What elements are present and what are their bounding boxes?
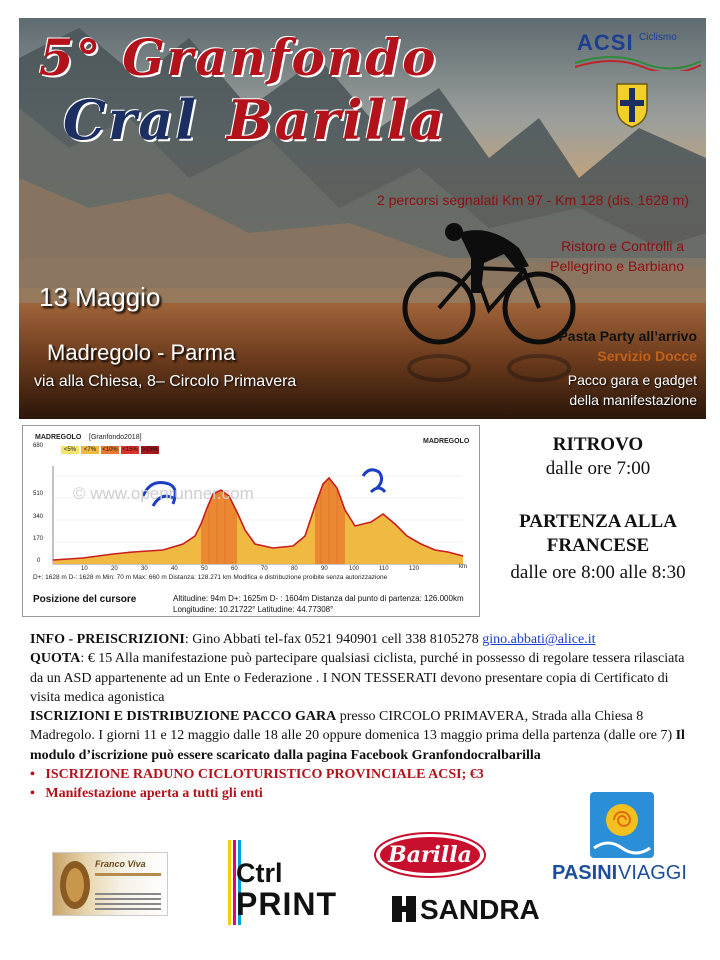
y-tick-label: 340	[33, 514, 44, 520]
elevation-profile	[22, 425, 480, 617]
sponsor-pasini-viaggi	[552, 792, 692, 888]
y-tick-label: 0	[37, 558, 41, 564]
hero-banner	[19, 18, 706, 419]
barilla-wordmark: Barilla	[388, 842, 472, 868]
sponsor-barilla	[374, 832, 486, 878]
ristoro-info	[439, 236, 684, 276]
ctrl-text: Ctrl	[236, 858, 283, 888]
x-tick-label: 80	[291, 566, 298, 572]
partenza-title	[488, 510, 708, 558]
pasini-sun-logo	[590, 792, 654, 858]
quota-text: : € 15 Alla manifestazione può partecipare qualsiasi ciclista, purché in possesso di regolare tessera rilasciata da un ASD appartenente ad un Ente o Federazione . I NON TESSERATI devono presentare copia di Certificato di visita medica agonistica	[30, 651, 685, 705]
servizio-docce: Servizio Docce	[597, 348, 697, 364]
sandra-emblem-icon	[392, 896, 418, 926]
email-link[interactable]: gino.abbati@alice.it	[482, 632, 596, 647]
franco-viva-fine-print	[95, 893, 161, 913]
info-label: INFO - PREISCRIZIONI	[30, 632, 185, 647]
profile-end-label: MADREGOLO	[423, 438, 470, 445]
event-date: 13 Maggio	[39, 282, 161, 312]
grade-legend-item: <7%	[81, 446, 99, 454]
ritrovo-title: RITROVO	[552, 434, 644, 455]
info-section	[30, 630, 700, 804]
partenza-line2: FRANCESE	[546, 535, 650, 556]
grade-legend-item: <15%	[122, 447, 138, 453]
x-axis-unit: km	[459, 564, 467, 570]
acsi-logo-subtitle: Ciclismo	[639, 32, 677, 43]
elevation-profile-graphic	[23, 426, 481, 618]
franco-viva-name: Franco Viva	[95, 859, 146, 869]
x-tick-label: 90	[321, 566, 328, 572]
event-address: via alla Chiesa, 8– Circolo Primavera	[34, 373, 297, 390]
cursor-position-title: Posizione del cursore	[33, 594, 137, 605]
event-title-line1: 5° Granfondo	[39, 28, 438, 87]
profile-stats: D+: 1628 m D-: 1628 m Min: 70 m Max: 660 m Distanza: 128.271 km Modifica e distribuzione proibite senza autorizzazione	[33, 574, 388, 581]
x-tick-label: 30	[141, 566, 148, 572]
profile-tag: [Granfondo2018]	[89, 434, 142, 441]
grade-legend-item: <5%	[61, 446, 79, 454]
iscrizioni-download-note: Il modulo d’iscrizione può essere scaricato dalla pagina Facebook Granfondocralbarilla	[30, 728, 685, 763]
routes-info: 2 percorsi segnalati Km 97 - Km 128 (dis. 1628 m)	[376, 192, 689, 208]
pacco-gara	[447, 370, 697, 410]
print-text: PRINT	[236, 886, 337, 922]
pacco-line1: Pacco gara e gadget	[567, 372, 697, 388]
sponsor-ctrl-print	[228, 840, 358, 925]
grade-legend-item: <10%	[102, 447, 118, 453]
quota-paragraph	[30, 649, 700, 707]
x-tick-label: 10	[81, 566, 88, 572]
event-title-barilla: Barilla	[227, 88, 447, 152]
sandra-wordmark: SANDRA	[420, 894, 540, 925]
quota-label: QUOTA	[30, 651, 81, 667]
iscrizioni-label: ISCRIZIONI E DISTRIBUZIONE PACCO GARA	[30, 709, 337, 725]
franco-viva-emblem-icon	[57, 857, 93, 913]
iscrizioni-text: presso CIRCOLO PRIMAVERA, Strada alla Chiesa 8 Madregolo. I giorni 11 e 12 maggio dalle 18 alle 20 oppure domenica 13 maggio prima della partenza (dalle ore 7)	[30, 709, 676, 744]
y-tick-label: 510	[33, 491, 44, 497]
event-title-cral: Cral	[63, 88, 198, 152]
event-place: Madregolo - Parma	[47, 340, 236, 365]
x-tick-label: 40	[171, 566, 178, 572]
x-tick-label: 20	[111, 566, 118, 572]
x-tick-label: 50	[201, 566, 208, 572]
viaggi-wordmark: VIAGGI	[618, 862, 687, 884]
ritrovo-time: dalle ore 7:00	[545, 458, 651, 479]
bullet-item: • ISCRIZIONE RADUNO CICLOTURISTICO PROVINCIALE ACSI; €3	[30, 767, 484, 783]
x-tick-label: 110	[379, 566, 389, 572]
bullet-item: • Manifestazione aperta a tutti gli enti	[30, 786, 263, 802]
acsi-logo-text: ACSI	[577, 30, 634, 55]
climb-icon-2	[363, 470, 385, 492]
ristoro-line1: Ristoro e Controlli a	[561, 238, 684, 254]
y-tick-label: 680	[33, 443, 44, 449]
pasta-party: Pasta Party all’arrivo	[558, 328, 697, 344]
watermark: © www.openrunner.com	[73, 484, 254, 503]
partenza-time: dalle ore 8:00 alle 8:30	[510, 562, 686, 583]
cursor-position-row1: Altitudine: 94m D+: 1625m D- : 1604m Distanza dal punto di partenza: 126.000km	[173, 594, 464, 603]
sponsor-franco-viva	[52, 852, 168, 916]
info-contact: : Gino Abbati tel-fax 0521 940901 cell 338 8105278	[184, 632, 483, 647]
pasini-wordmark: PASINI	[552, 862, 618, 884]
y-tick-label: 170	[33, 536, 44, 542]
grade-legend-item: >15%	[142, 447, 158, 453]
info-contact-line	[30, 630, 700, 649]
x-tick-label: 100	[349, 566, 360, 572]
franco-viva-divider	[95, 873, 161, 876]
cursor-position-row2: Longitudine: 10.21722° Latitudine: 44.77308°	[173, 605, 334, 614]
x-tick-label: 120	[409, 566, 420, 572]
x-tick-label: 60	[231, 566, 238, 572]
sponsor-sandra	[392, 892, 552, 926]
coat-of-arms-icon	[615, 82, 649, 128]
x-tick-label: 70	[261, 566, 268, 572]
iscrizioni-paragraph	[30, 707, 700, 765]
profile-start-label: MADREGOLO	[35, 434, 82, 441]
partenza-line1: PARTENZA ALLA	[519, 511, 677, 532]
pacco-line2: della manifestazione	[569, 392, 697, 408]
ristoro-line2: Pellegrino e Barbiano	[550, 258, 684, 274]
